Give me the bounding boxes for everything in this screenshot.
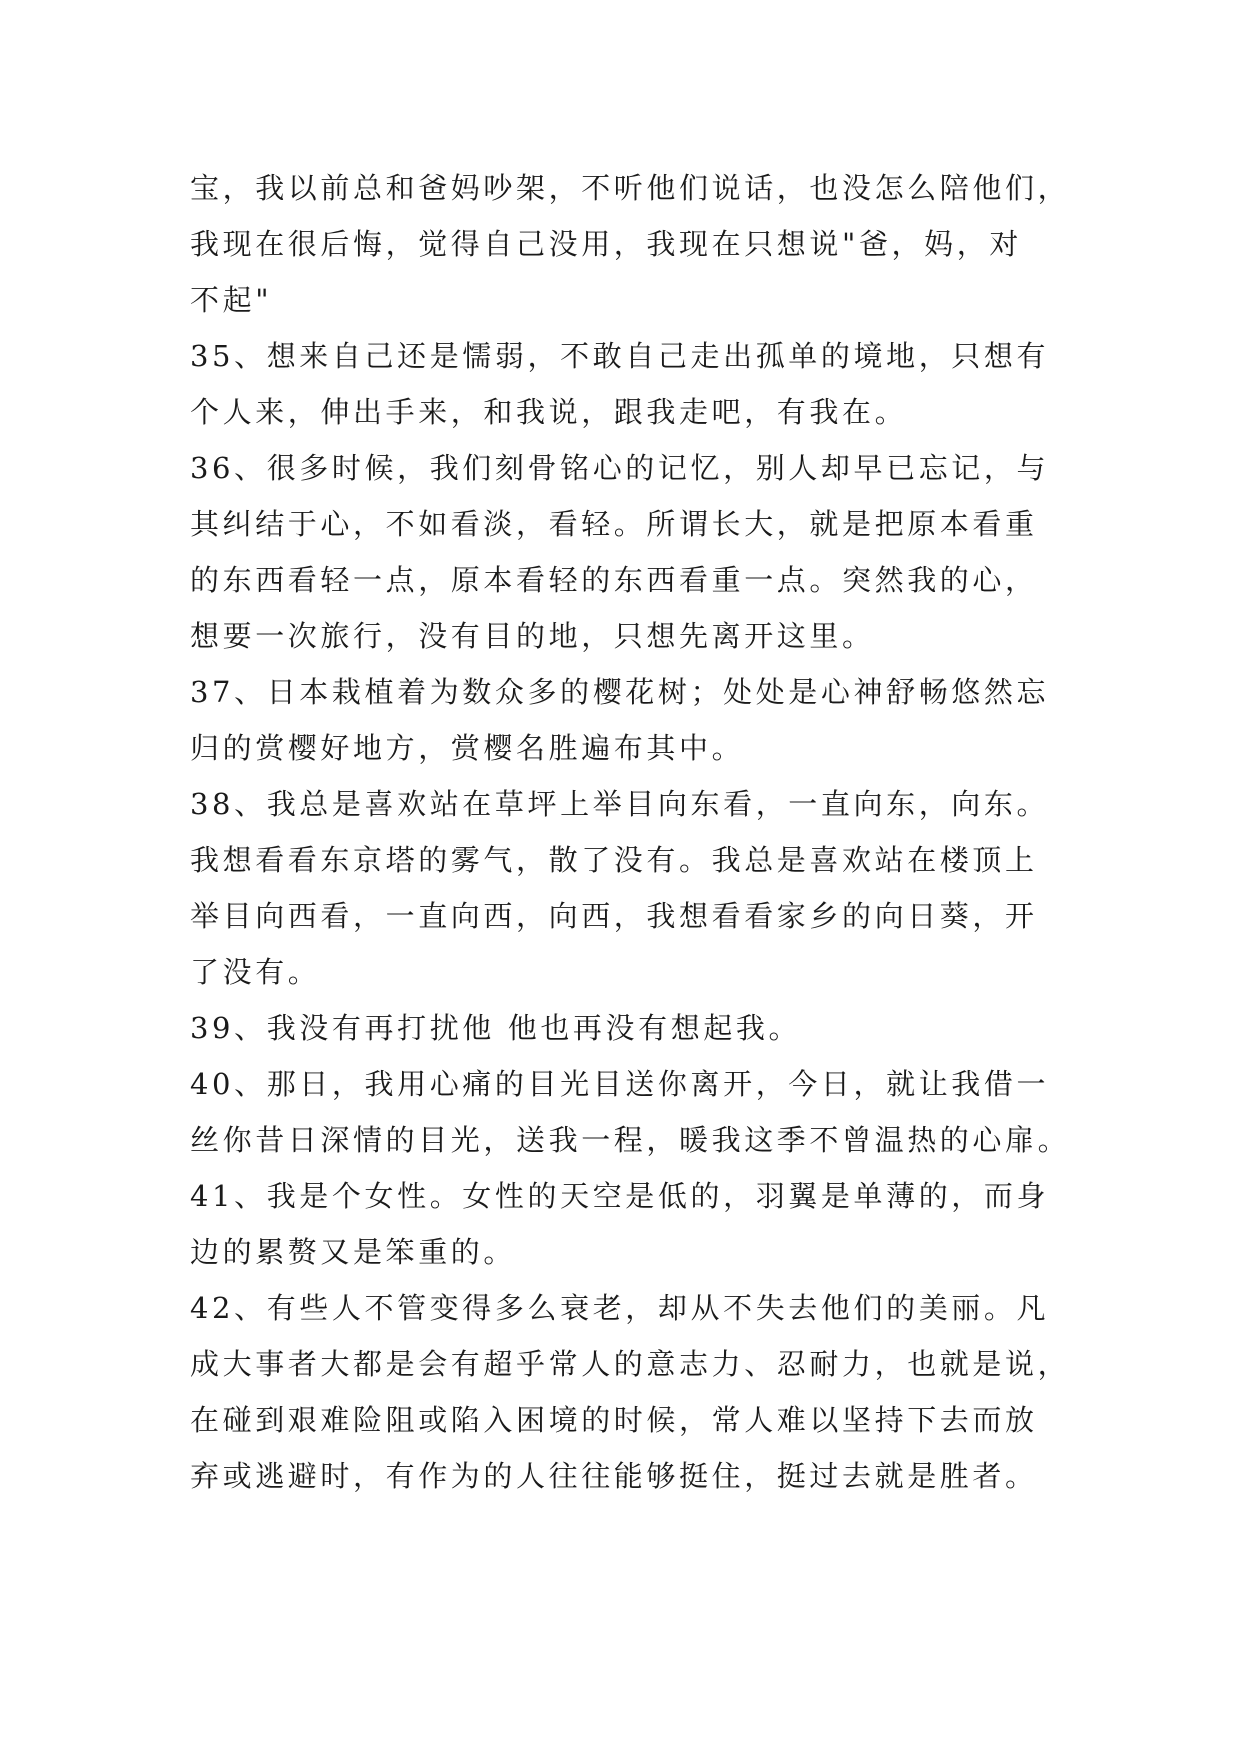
text-line: 其纠结于心，不如看淡，看轻。所谓长大，就是把原本看重 [190, 507, 1038, 541]
text-line: 想要一次旅行，没有目的地，只想先离开这里。 [190, 619, 875, 653]
text-line: 我现在很后悔，觉得自己没用，我现在只想说"爸，妈，对 [190, 227, 1022, 261]
text-line: 39、我没有再打扰他 他也再没有想起我。 [190, 1011, 802, 1045]
text-line: 个人来，伸出手来，和我说，跟我走吧，有我在。 [190, 395, 908, 429]
text-line: 37、日本栽植着为数众多的樱花树；处处是心神舒畅悠然忘 [190, 675, 1050, 709]
text-line: 40、那日，我用心痛的目光目送你离开，今日，就让我借一 [190, 1067, 1050, 1101]
document-body [190, 160, 1070, 1504]
text-line: 成大事者大都是会有超乎常人的意志力、忍耐力，也就是说， [190, 1347, 1071, 1381]
text-line: 41、我是个女性。女性的天空是低的，羽翼是单薄的，而身 [190, 1179, 1050, 1213]
text-line: 的东西看轻一点，原本看轻的东西看重一点。突然我的心， [190, 563, 1038, 597]
text-line: 在碰到艰难险阻或陷入困境的时候，常人难以坚持下去而放 [190, 1403, 1038, 1437]
text-line: 宝，我以前总和爸妈吵架，不听他们说话，也没怎么陪他们， [190, 171, 1071, 205]
text-line: 丝你昔日深情的目光，送我一程，暖我这季不曾温热的心扉。 [190, 1123, 1071, 1157]
text-line: 42、有些人不管变得多么衰老，却从不失去他们的美丽。凡 [190, 1291, 1050, 1325]
text-line: 归的赏樱好地方，赏樱名胜遍布其中。 [190, 731, 745, 765]
text-line: 我想看看东京塔的雾气，散了没有。我总是喜欢站在楼顶上 [190, 843, 1038, 877]
text-line: 举目向西看，一直向西，向西，我想看看家乡的向日葵，开 [190, 899, 1038, 933]
text-line: 弃或逃避时，有作为的人往往能够挺住，挺过去就是胜者。 [190, 1459, 1038, 1493]
text-line: 边的累赘又是笨重的。 [190, 1235, 517, 1269]
text-line: 了没有。 [190, 955, 321, 989]
text-line: 不起" [190, 283, 273, 317]
text-line: 36、很多时候，我们刻骨铭心的记忆，别人却早已忘记，与 [190, 451, 1050, 485]
text-line: 35、想来自己还是懦弱，不敢自己走出孤单的境地，只想有 [190, 339, 1050, 373]
text-line: 38、我总是喜欢站在草坪上举目向东看，一直向东，向东。 [190, 787, 1050, 821]
